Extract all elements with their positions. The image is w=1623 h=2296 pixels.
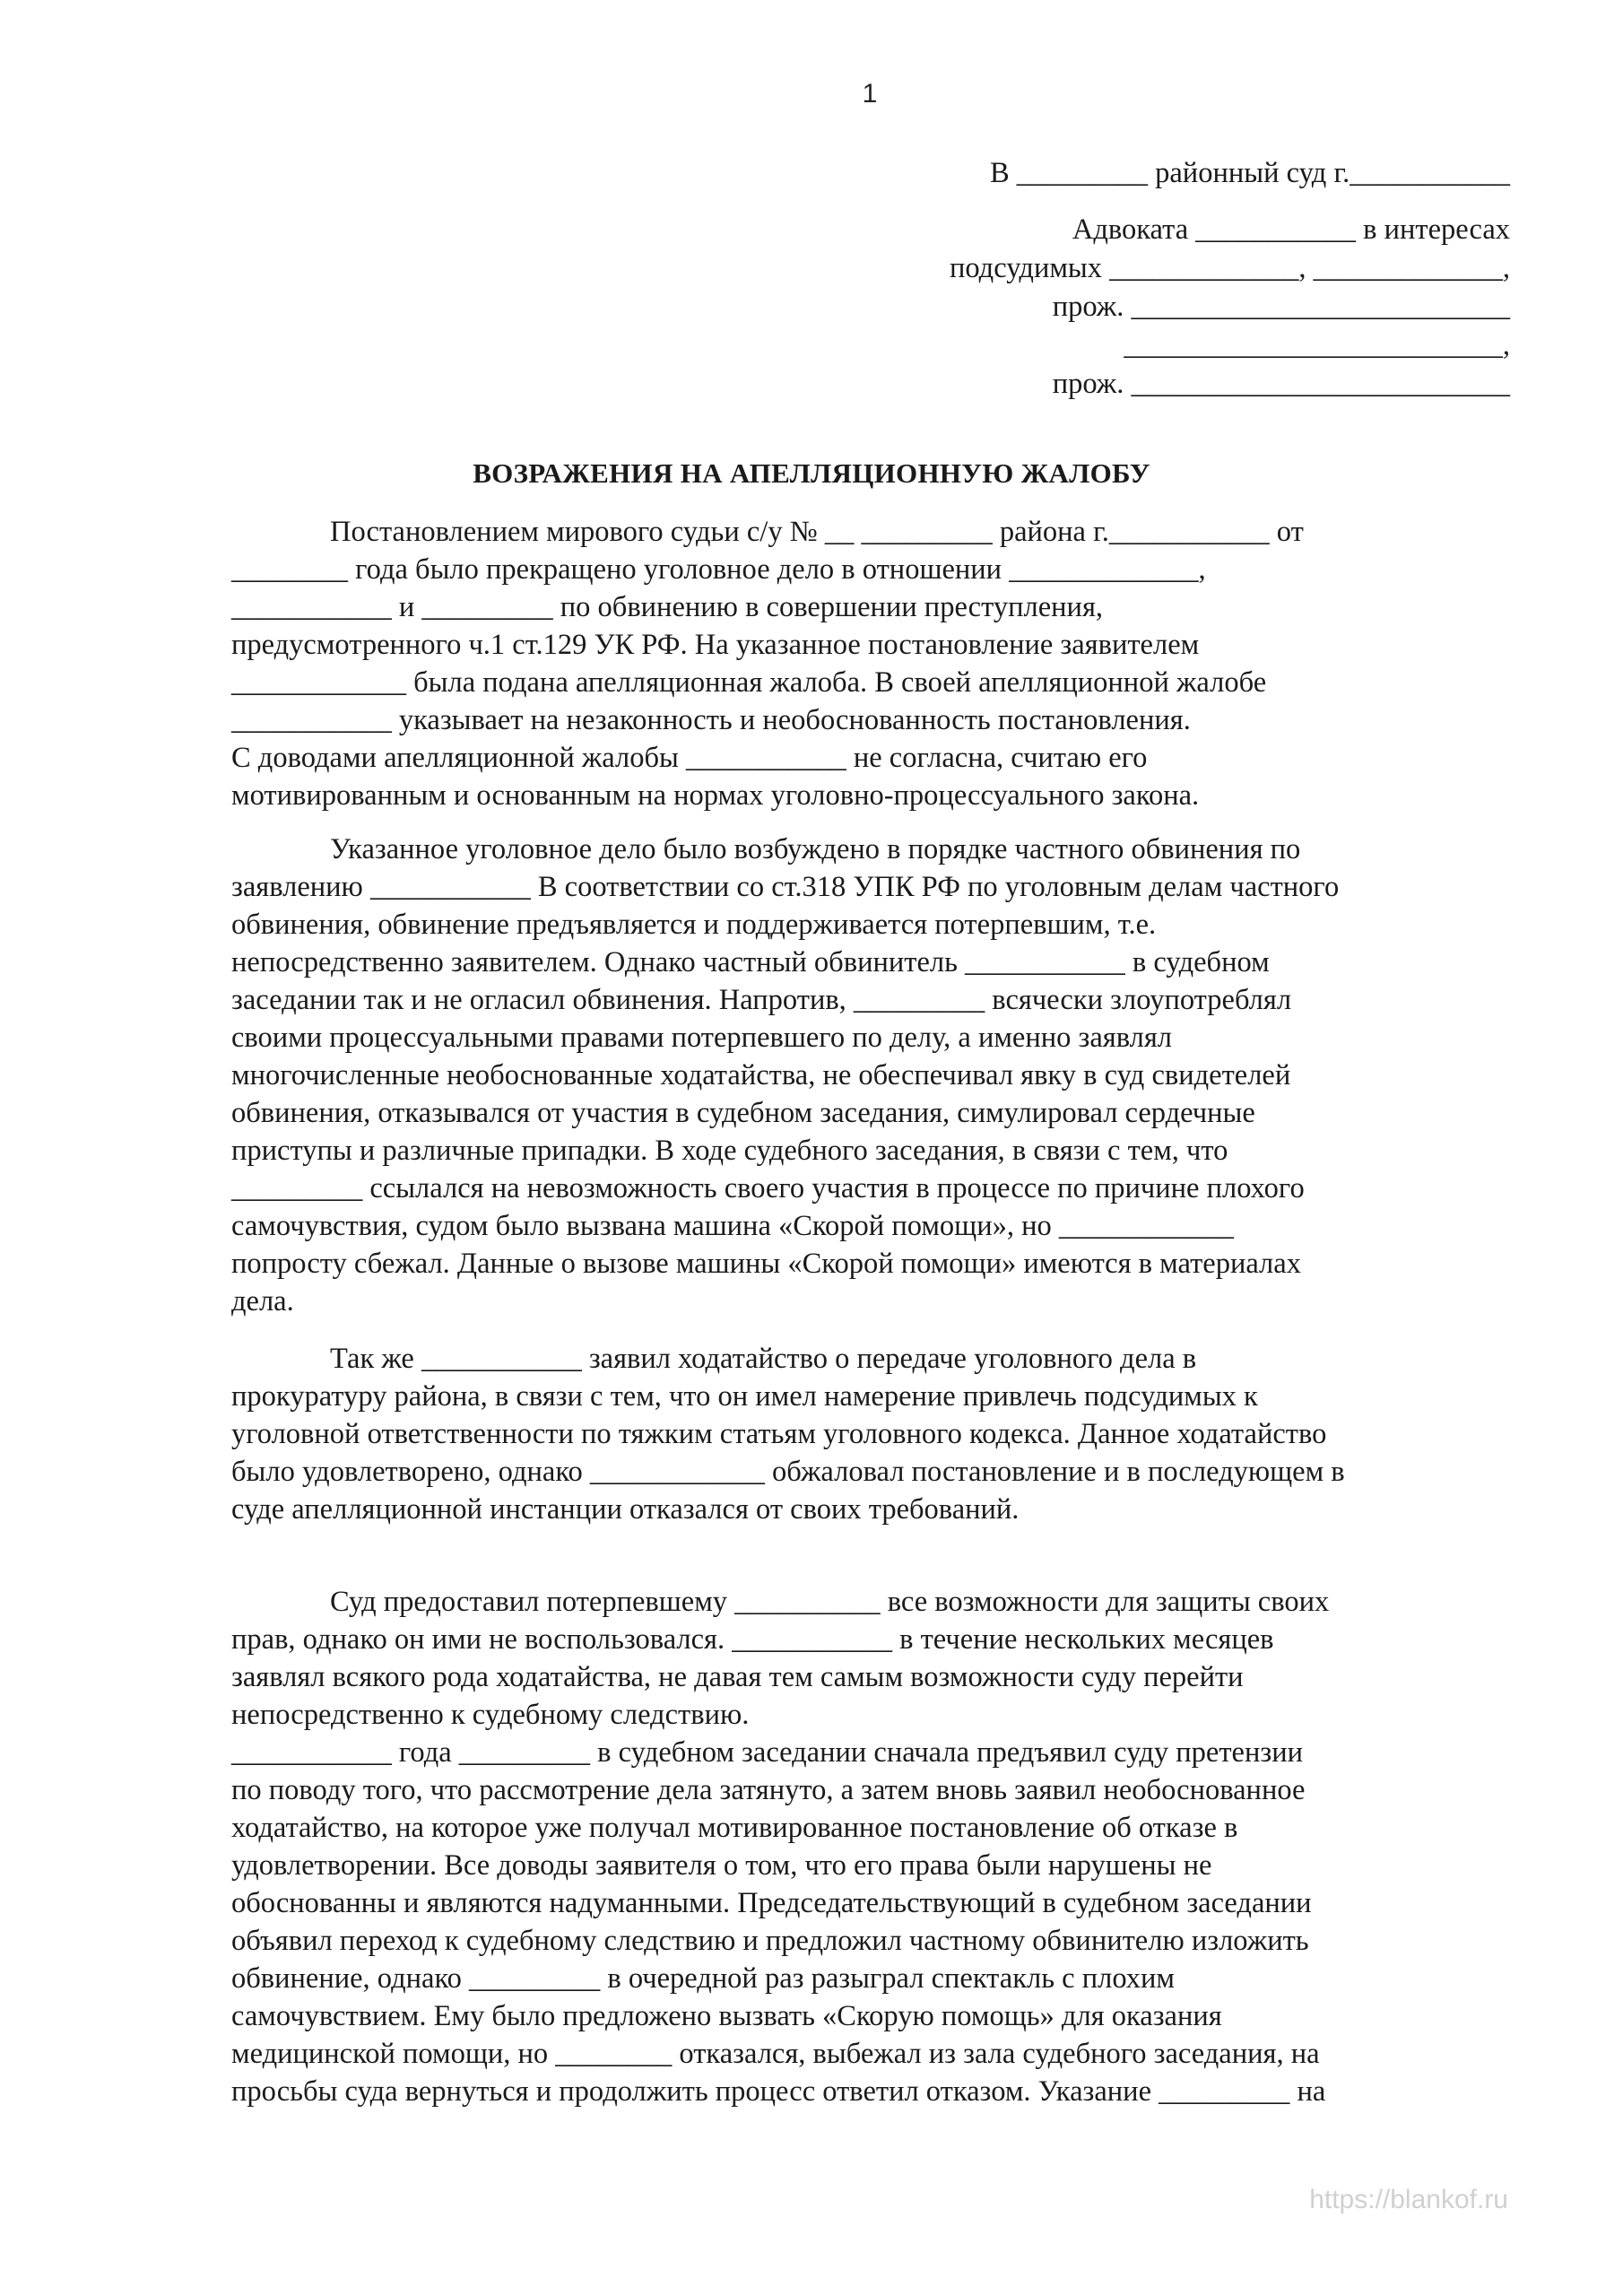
paragraph-line: объявил переход к судебному следствию и предложил частному обвинителю изложить <box>231 1925 1309 1957</box>
paragraph-line: ___________ указывает на незаконность и необоснованность постановления. <box>231 704 1191 736</box>
paragraph-line: ходатайство, на которое уже получал мотивированное постановление об отказе в <box>231 1812 1238 1844</box>
paragraph-line: С доводами апелляционной жалобы ___________ не согласна, считаю его <box>231 742 1148 774</box>
paragraph-line: самочувствием. Ему было предложено вызвать «Скорую помощь» для оказания <box>231 2000 1222 2032</box>
paragraph-line: Так же ___________ заявил ходатайство о передаче уголовного дела в <box>330 1343 1197 1375</box>
header-court-line: В _________ районный суд г.___________ <box>989 157 1510 189</box>
watermark: https://blankof.ru <box>1309 2185 1508 2214</box>
paragraph-line: было удовлетворено, однако ____________ обжаловал постановление и в последующем в <box>231 1456 1345 1488</box>
paragraph-line: заявлению ___________ В соответствии со ст.318 УПК РФ по уголовным делам частного <box>231 871 1340 903</box>
paragraph-line: ___________ и _________ по обвинению в совершении преступления, <box>231 591 1104 623</box>
paragraph-4 <box>231 1583 1523 2110</box>
paragraph-line: удовлетворении. Все доводы заявителя о том, что его права были нарушены не <box>231 1849 1212 1882</box>
document-title: ВОЗРАЖЕНИЯ НА АПЕЛЛЯЦИОННУЮ ЖАЛОБУ <box>473 457 1150 489</box>
paragraph-line: попросту сбежал. Данные о вызове машины «Скорой помощи» имеются в материалах <box>231 1248 1301 1280</box>
header-residence-line-2: __________________________, <box>1124 329 1510 361</box>
paragraph-line: своими процессуальными правами потерпевшего по делу, а именно заявлял <box>231 1022 1172 1054</box>
paragraph-line: Суд предоставил потерпевшему __________ все возможности для защиты своих <box>330 1586 1330 1618</box>
paragraph-line: Постановлением мирового судьи с/у № __ _________ района г.___________ от <box>330 516 1304 548</box>
paragraph-1 <box>231 513 1523 814</box>
paragraph-line: ________ года было прекращено уголовное дело в отношении _____________, <box>231 553 1206 586</box>
paragraph-line: заседании так и не огласил обвинения. Напротив, _________ всячески злоупотреблял <box>231 984 1292 1016</box>
paragraph-line: непосредственно к судебному следствию. <box>231 1699 750 1731</box>
page-number: 1 <box>862 79 878 109</box>
paragraph-line: прав, однако он ими не воспользовался. ___________ в течение нескольких месяцев <box>231 1623 1274 1656</box>
header-advocate-line: Адвоката ___________ в интересах <box>1072 213 1510 246</box>
paragraph-line: суде апелляционной инстанции отказался от своих требований. <box>231 1493 1020 1526</box>
paragraph-line: прокуратуру района, в связи с тем, что он имел намерение привлечь подсудимых к <box>231 1380 1258 1413</box>
paragraph-3 <box>231 1340 1523 1528</box>
paragraph-line: дела. <box>231 1285 294 1318</box>
paragraph-2 <box>231 831 1523 1320</box>
paragraph-line: приступы и различные припадки. В ходе судебного заседания, в связи с тем, что <box>231 1135 1228 1167</box>
paragraph-line: непосредственно заявителем. Однако частный обвинитель ___________ в судебном <box>231 946 1270 978</box>
paragraph-line: ____________ была подана апелляционная жалоба. В своей апелляционной жалобе <box>231 666 1267 699</box>
paragraph-line: по поводу того, что рассмотрение дела затянуто, а затем вновь заявил необоснованное <box>231 1774 1306 1806</box>
paragraph-line: самочувствия, судом было вызвана машина «Скорой помощи», но ____________ <box>231 1210 1234 1242</box>
header-residence-line-1: прож. __________________________ <box>1052 291 1510 323</box>
paragraph-line: обвинение, однако _________ в очередной раз разыграл спектакль с плохим <box>231 1962 1175 1995</box>
paragraph-line: обоснованны и являются надуманными. Председательствующий в судебном заседании <box>231 1887 1312 1919</box>
paragraph-line: медицинской помощи, но ________ отказался, выбежал из зала судебного заседания, на <box>231 2038 1320 2070</box>
paragraph-line: мотивированным и основанным на нормах уголовно-процессуального закона. <box>231 779 1200 812</box>
paragraph-line: заявлял всякого рода ходатайства, не давая тем самым возможности суду перейти <box>231 1661 1244 1693</box>
header-residence-line-3: прож. __________________________ <box>1052 368 1510 400</box>
paragraph-line: многочисленные необоснованные ходатайства, не обеспечивал явку в суд свидетелей <box>231 1059 1291 1091</box>
paragraph-line: Указанное уголовное дело было возбуждено в порядке частного обвинения по <box>330 833 1301 865</box>
paragraph-line: _________ ссылался на невозможность своего участия в процессе по причине плохого <box>231 1172 1305 1205</box>
paragraph-line: обвинения, обвинение предъявляется и поддерживается потерпевшим, т.е. <box>231 909 1157 941</box>
paragraph-line: ___________ года _________ в судебном заседании сначала предъявил суду претензии <box>231 1736 1303 1769</box>
paragraph-line: предусмотренного ч.1 ст.129 УК РФ. На указанное постановление заявителем <box>231 629 1200 661</box>
paragraph-line: уголовной ответственности по тяжким статьям уголовного кодекса. Данное ходатайство <box>231 1418 1327 1450</box>
paragraph-line: просьбы суда вернуться и продолжить процесс ответил отказом. Указание _________ на <box>231 2075 1326 2108</box>
paragraph-line: обвинения, отказывался от участия в судебном заседания, симулировал сердечные <box>231 1097 1255 1129</box>
header-defendants-line: подсудимых _____________, _____________, <box>949 252 1510 284</box>
